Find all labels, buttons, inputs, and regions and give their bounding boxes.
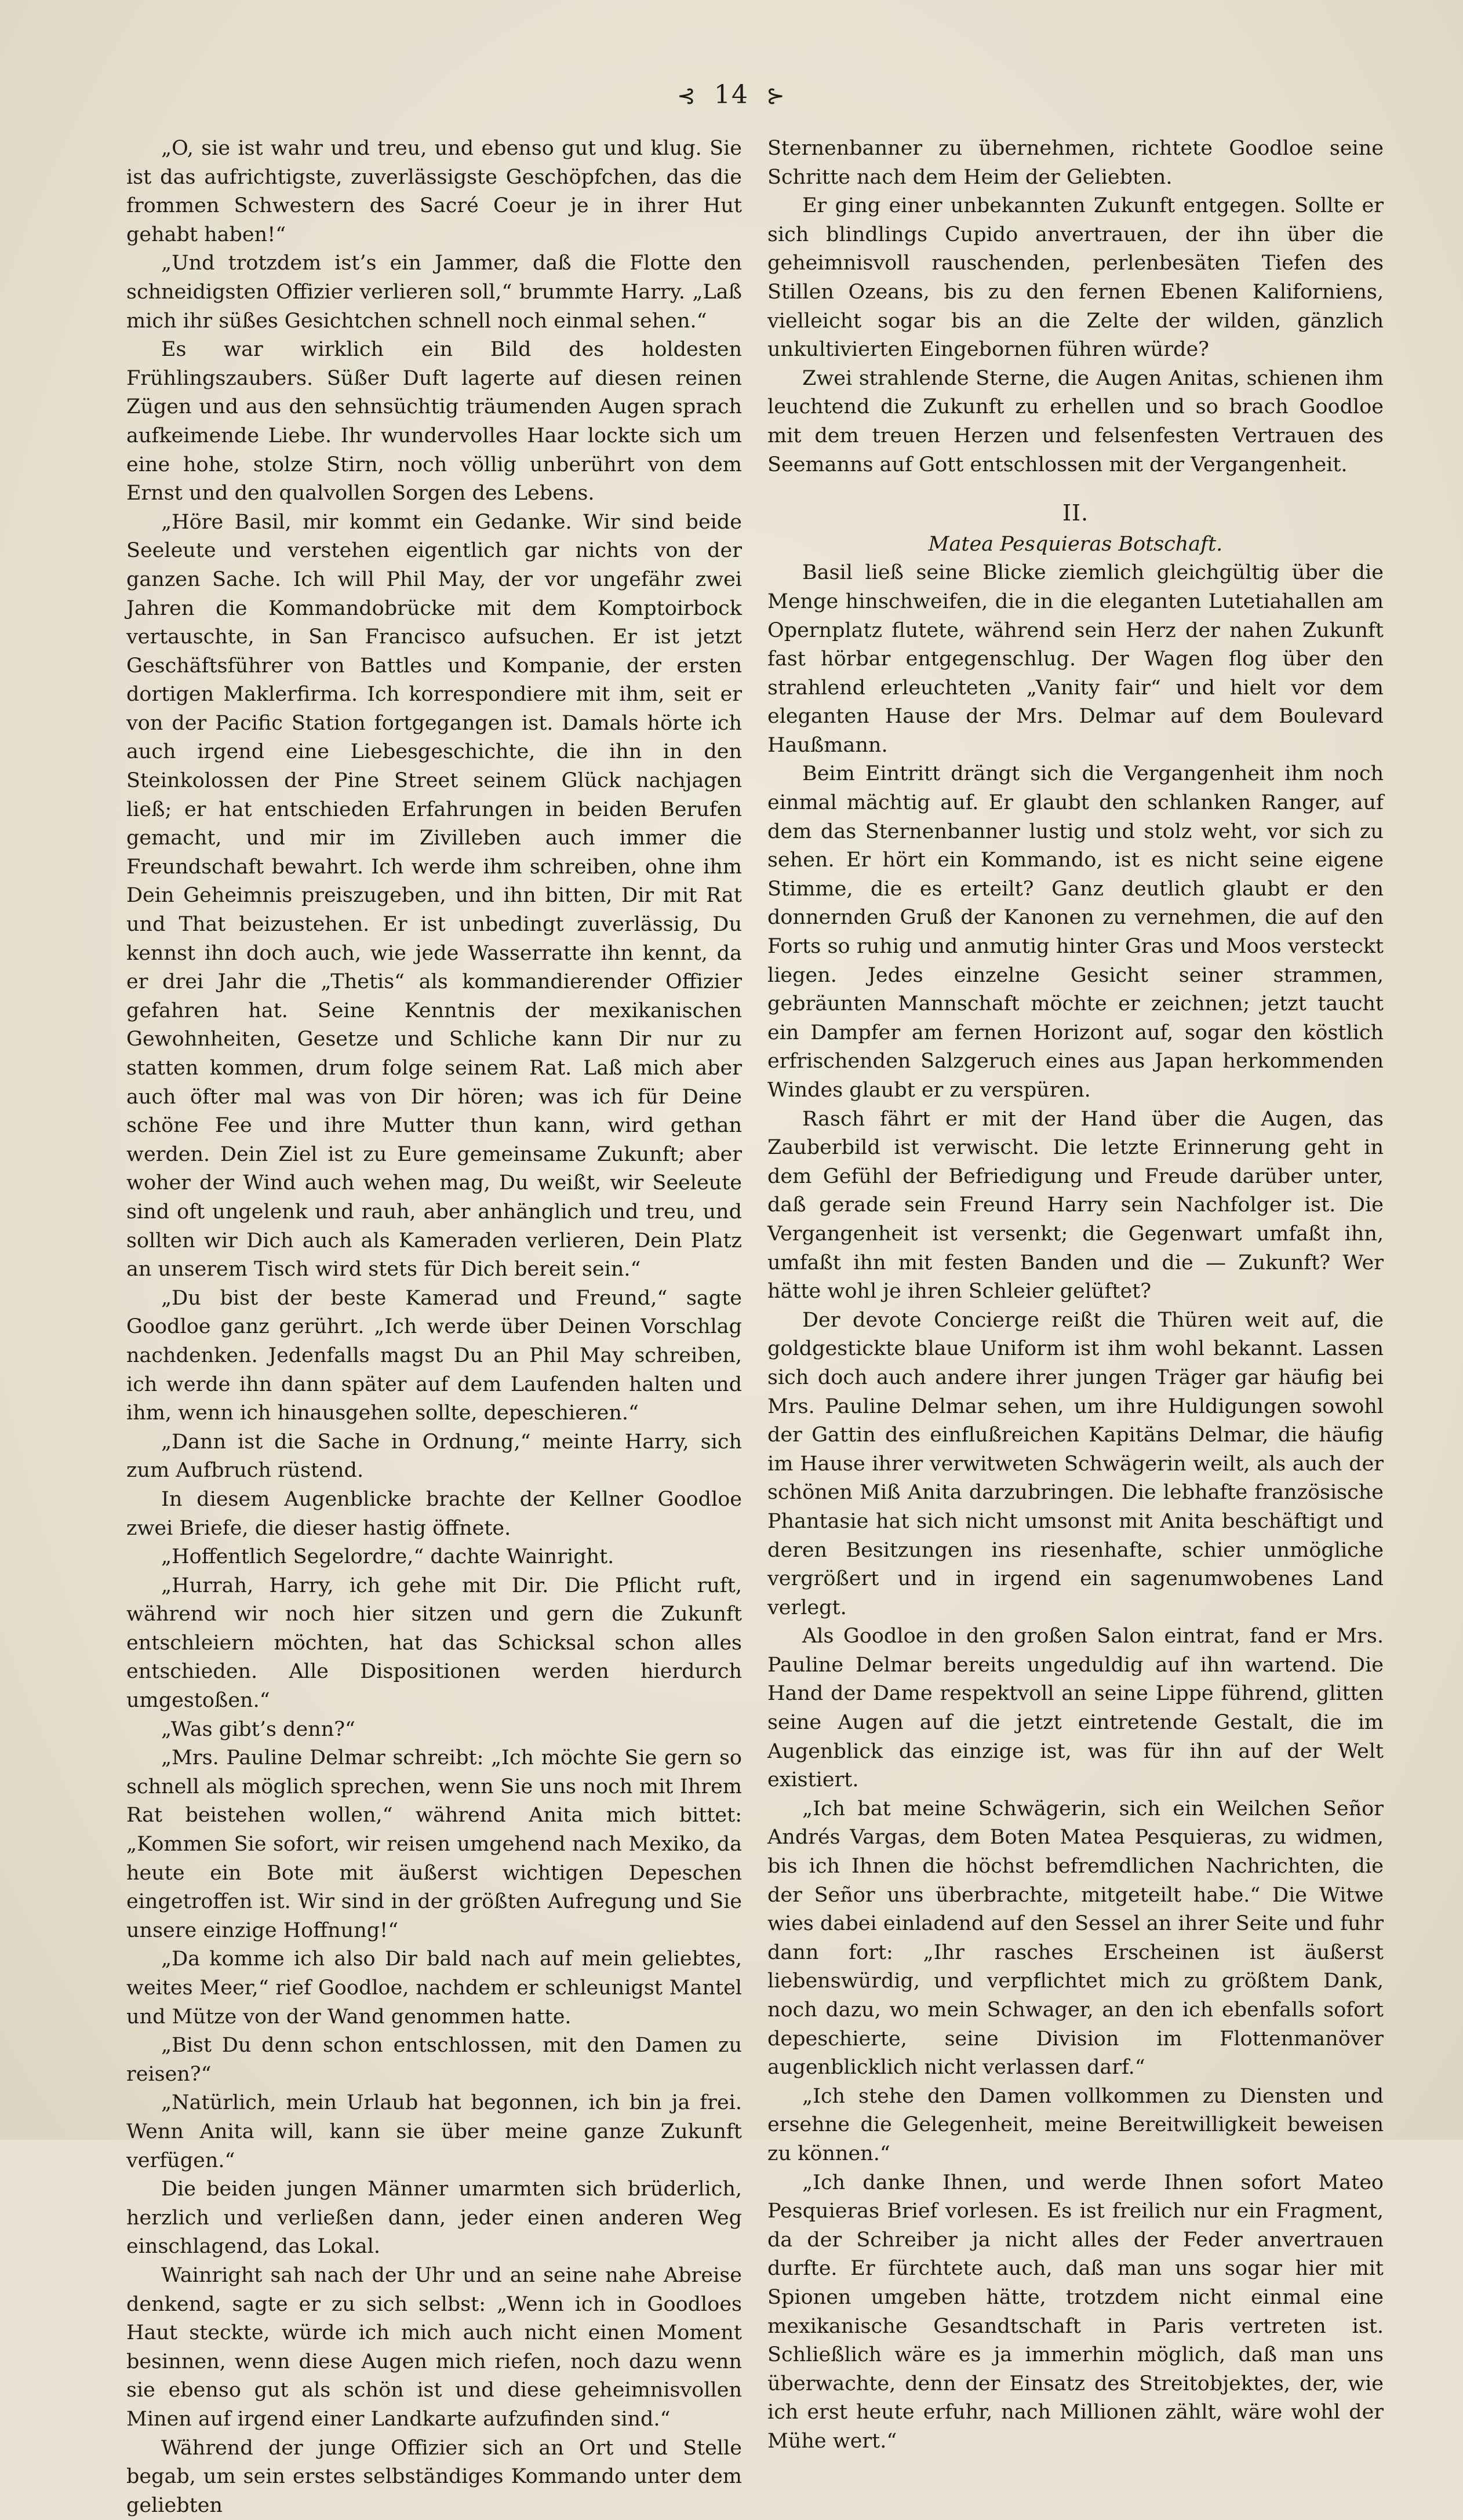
- paragraph: „Mrs. Pauline Delmar schreibt: „Ich möchte Sie gern so schnell als möglich sprechen, wenn Sie uns noch mit Ihrem Rat beistehen wollen,“ während Anita mich bittet: „Kommen Sie sofort, wir reisen umgehend nach Mexiko, da heute ein Bote mit äußerst wichtigen Depeschen eingetroffen ist. Wir sind in der größten Aufregung und Sie unsere einzige Hoffnung!“: [126, 1744, 742, 1945]
- paragraph: „Dann ist die Sache in Ordnung,“ meinte Harry, sich zum Aufbruch rüstend.: [126, 1428, 742, 1485]
- paragraph: „Höre Basil, mir kommt ein Gedanke. Wir sind beide Seeleute und verstehen eigentlich gar nichts von der ganzen Sache. Ich will Phil May, der vor ungefähr zwei Jahren die Kommandobrücke mit dem Komptoirbock vertauschte, in San Francisco aufsuchen. Er ist jetzt Geschäftsführer von Battles und Kompanie, der ersten dortigen Maklerfirma. Ich korrespondiere mit ihm, seit er von der Pacific Station fortgegangen ist. Damals hörte ich auch irgend eine Liebesgeschichte, die ihn in den Steinkolossen der Pine Street seinem Glück nachjagen ließ; er hat entschieden Erfahrungen in beiden Berufen gemacht, und mir im Zivilleben auch immer die Freundschaft bewahrt. Ich werde ihm schreiben, ohne ihm Dein Geheimnis preiszugeben, und ihn bitten, Dir mit Rat und That beizustehen. Er ist unbedingt zuverlässig, Du kennst ihn doch auch, wie jede Wasserratte ihn kennt, da er drei Jahr die „Thetis“ als kommandierender Offizier gefahren hat. Seine Kenntnis der mexikanischen Gewohnheiten, Gesetze und Schliche kann Dir nur zu statten kommen, drum folge seinem Rat. Laß mich aber auch öfter mal was von Dir hören; was ich für Deine schöne Fee und ihre Mutter thun kann, wird gethan werden. Dein Ziel ist zu Eure gemeinsame Zukunft; aber woher der Wind auch wehen mag, Du weißt, wir Seeleute sind oft ungelenk und rauh, aber anhänglich und treu, und sollten wir Dich auch als Kameraden verlieren, Dein Platz an unserem Tisch wird stets für Dich bereit sein.“: [126, 508, 742, 1284]
- paragraph: „Du bist der beste Kamerad und Freund,“ sagte Goodloe ganz gerührt. „Ich werde über Deinen Vorschlag nachdenken. Jedenfalls magst Du an Phil May schreiben, ich werde ihn dann später auf dem Laufenden halten und ihm, wenn ich hinausgehen sollte, depeschieren.“: [126, 1284, 742, 1428]
- ornament-left-icon: ⊰: [677, 83, 697, 108]
- page-header: [0, 80, 1463, 110]
- ornament-right-icon: ⊱: [766, 83, 786, 108]
- paragraph: Basil ließ seine Blicke ziemlich gleichgültig über die Menge hinschweifen, die in die eleganten Lutetiahallen am Opernplatz flutete, während sein Herz der nahen Zukunft fast hörbar entgegenschlug. Der Wagen flog über den strahlend erleuchteten „Vanity fair“ und hielt vor dem eleganten Hause der Mrs. Delmar auf dem Boulevard Haußmann.: [767, 559, 1384, 760]
- right-column: [767, 134, 1384, 2059]
- paragraph: Er ging einer unbekannten Zukunft entgegen. Sollte er sich blindlings Cupido anvertrauen, der ihn über die geheimnisvoll rauschenden, perlenbesäten Tiefen des Stillen Ozeans, bis zu den fernen Ebenen Kaliforniens, vielleicht sogar bis an die Zelte der wilden, gänzlich unkultivierten Eingebornen führen würde?: [767, 192, 1384, 365]
- paragraph: Während der junge Offizier sich an Ort und Stelle begab, um sein erstes selbständiges Kommando unter dem geliebten: [126, 2434, 742, 2520]
- paragraph: „Hurrah, Harry, ich gehe mit Dir. Die Pflicht ruft, während wir noch hier sitzen und gern die Zukunft entschleiern möchten, hat das Schicksal schon alles entschieden. Alle Dispositionen werden hierdurch umgestoßen.“: [126, 1572, 742, 1716]
- continued-paragraph: Sternenbanner zu übernehmen, richtete Goodloe seine Schritte nach dem Heim der Geliebten.: [767, 134, 1384, 192]
- paragraph: „Ich stehe den Damen vollkommen zu Diensten und ersehne die Gelegenheit, meine Bereitwilligkeit beweisen zu können.“: [767, 2082, 1384, 2169]
- paragraph: „Ich bat meine Schwägerin, sich ein Weilchen Señor Andrés Vargas, dem Boten Matea Pesquieras, zu widmen, bis ich Ihnen die höchst befremdlichen Nachrichten, die der Señor uns überbrachte, mitgeteilt habe.“ Die Witwe wies dabei einladend auf den Sessel an ihrer Seite und fuhr dann fort: „Ihr rasches Erscheinen ist äußerst liebenswürdig, und verpflichtet mich zu größtem Dank, noch dazu, wo mein Schwager, an den ich ebenfalls sofort depeschierte, seine Division im Flottenmanöver augenblicklich nicht verlassen darf.“: [767, 1795, 1384, 2082]
- paragraph: „Und trotzdem ist’s ein Jammer, daß die Flotte den schneidigsten Offizier verlieren soll,“ brummte Harry. „Laß mich ihr süßes Gesichtchen schnell noch einmal sehen.“: [126, 249, 742, 336]
- paragraph: „Was gibt’s denn?“: [126, 1716, 742, 1745]
- left-column: [126, 134, 742, 2059]
- paragraph: Die beiden jungen Männer umarmten sich brüderlich, herzlich und verließen dann, jeder einen anderen Weg einschlagend, das Lokal.: [126, 2175, 742, 2262]
- paragraph: Beim Eintritt drängt sich die Vergangenheit ihm noch einmal mächtig auf. Er glaubt den schlanken Ranger, auf dem das Sternenbanner lustig und stolz weht, vor sich zu sehen. Er hört ein Kommando, ist es nicht seine eigene Stimme, die es erteilt? Ganz deutlich glaubt er den donnernden Gruß der Kanonen zu vernehmen, die auf den Forts so ruhig und anmutig hinter Gras und Moos versteckt liegen. Jedes einzelne Gesicht seiner strammen, gebräunten Mannschaft möchte er zeichnen; jetzt taucht ein Dampfer am fernen Horizont auf, sogar den köstlich erfrischenden Salzgeruch eines aus Japan herkommenden Windes glaubt er zu verspüren.: [767, 760, 1384, 1105]
- paragraph: Der devote Concierge reißt die Thüren weit auf, die goldgestickte blaue Uniform ist ihm wohl bekannt. Lassen sich doch auch andere ihrer jungen Träger gar häufig bei Mrs. Pauline Delmar sehen, um ihre Huldigungen sowohl der Gattin des einflußreichen Kapitäns Delmar, die häufig im Hause ihrer verwitweten Schwägerin weilt, als auch der schönen Miß Anita darzubringen. Die lebhafte französische Phantasie hat sich nicht umsonst mit Anita beschäftigt und deren Besitzungen ins riesenhafte, schier unmögliche vergrößert und in irgend ein sagenumwobenes Land verlegt.: [767, 1306, 1384, 1623]
- paragraph: „Bist Du denn schon entschlossen, mit den Damen zu reisen?“: [126, 2031, 742, 2089]
- paragraph: Als Goodloe in den großen Salon eintrat, fand er Mrs. Pauline Delmar bereits ungeduldig auf ihn wartend. Die Hand der Dame respektvoll an seine Lippe führend, glitten seine Augen auf die jetzt eintretende Gestalt, die im Augenblick das einzige ist, was für ihn auf der Welt existiert.: [767, 1622, 1384, 1795]
- paragraph: „O, sie ist wahr und treu, und ebenso gut und klug. Sie ist das aufrichtigste, zuverlässigste Geschöpfchen, das die frommen Schwestern des Sacré Coeur je in ihrer Hut gehabt haben!“: [126, 134, 742, 249]
- paragraph: In diesem Augenblicke brachte der Kellner Goodloe zwei Briefe, die dieser hastig öffnete.: [126, 1485, 742, 1543]
- paragraph: „Da komme ich also Dir bald nach auf mein geliebtes, weites Meer,“ rief Goodloe, nachdem er schleunigst Mantel und Mütze von der Wand genommen hatte.: [126, 1945, 742, 2031]
- paragraph: „Hoffentlich Segelordre,“ dachte Wainright.: [126, 1543, 742, 1572]
- paragraph: Es war wirklich ein Bild des holdesten Frühlingszaubers. Süßer Duft lagerte auf diesen reinen Zügen und aus den sehnsüchtig träumenden Augen sprach aufkeimende Liebe. Ihr wundervolles Haar lockte sich um eine hohe, stolze Stirn, noch völlig unberührt von dem Ernst und den qualvollen Sorgen des Lebens.: [126, 336, 742, 508]
- paragraph: „Ich danke Ihnen, und werde Ihnen sofort Mateo Pesquieras Brief vorlesen. Es ist freilich nur ein Fragment, da der Schreiber ja nicht alles der Feder anvertrauen durfte. Er fürchtete auch, daß man uns sogar hier mit Spionen umgeben hätte, trotzdem nicht einmal eine mexikanische Gesandtschaft in Paris vertreten ist. Schließlich wäre es ja immerhin möglich, daß man uns überwachte, denn der Einsatz des Streitobjektes, der, wie ich erst heute erfuhr, nach Millionen zählt, wäre wohl der Mühe wert.“: [767, 2169, 1384, 2456]
- section-title: Matea Pesquieras Botschaft.: [767, 530, 1384, 559]
- page-number: 14: [714, 80, 749, 110]
- section-number: II.: [767, 499, 1384, 528]
- paragraph: Wainright sah nach der Uhr und an seine nahe Abreise denkend, sagte er zu sich selbst: „Wenn ich in Goodloes Haut steckte, würde ich mich auch nicht einen Moment besinnen, wenn diese Augen mich riefen, noch dazu wenn sie ebenso gut als schön ist und diese geheimnisvollen Minen auf irgend einer Landkarte aufzufinden sind.“: [126, 2262, 742, 2434]
- paragraph: Zwei strahlende Sterne, die Augen Anitas, schienen ihm leuchtend die Zukunft zu erhellen und so brach Goodloe mit dem treuen Herzen und felsenfesten Vertrauen des Seemanns auf Gott entschlossen mit der Vergangenheit.: [767, 365, 1384, 479]
- paragraph: Rasch fährt er mit der Hand über die Augen, das Zauberbild ist verwischt. Die letzte Erinnerung geht in dem Gefühl der Befriedigung und Freude darüber unter, daß gerade sein Freund Harry sein Nachfolger ist. Die Vergangenheit ist versenkt; die Gegenwart umfaßt ihn, umfaßt ihn mit festen Banden und die — Zukunft? Wer hätte wohl je ihren Schleier gelüftet?: [767, 1105, 1384, 1306]
- paragraph: „Natürlich, mein Urlaub hat begonnen, ich bin ja frei. Wenn Anita will, kann sie über meine ganze Zukunft verfügen.“: [126, 2089, 742, 2175]
